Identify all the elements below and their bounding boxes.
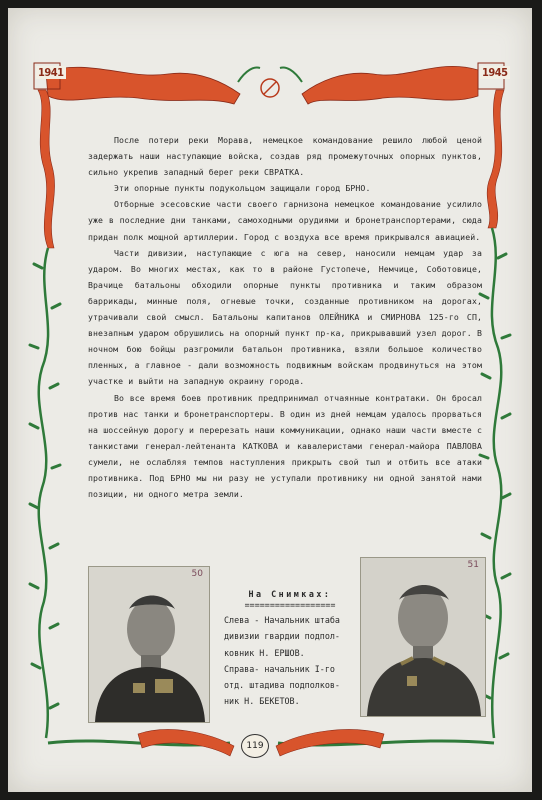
photo-number: 50 (191, 569, 203, 579)
caption-line: ник Н. БЕКЕТОВ. (224, 696, 300, 707)
portrait-photo-right (360, 557, 486, 717)
paragraph: Части дивизии, наступающие с юга на север, наносили немцам удар за ударом. Во многих местах, как то в районе Густопече, Немчице, Соботовице, Врачице батальоны обходили опорные пункты противника и таким образом баррикады, минные поля, огневые точки, созданные противником на дорогах, утрачивали свой смысл. Батальоны капитанов ОЛЕЙНИКА и СМИРНОВА 125-го СП, внезапным ударом обрушились на опорный пункт пр-ка, прикрывавший узел дорог. В ночном бою бойцы разгромили батальон противника, взяли большое количество пленных, а главное - дали возможность подвижным войскам продвинуться на этом участке и выйти на западную окраину города. (88, 247, 482, 387)
page-number: 119 (241, 734, 269, 758)
caption-line: Слева - Начальник штаба (224, 615, 340, 626)
paragraph: Отборные эсесовские части своего гарнизона немецкое командование усилило уже в последние дни танками, самоходными орудиями и бронетранспортерами, сюда придан полк мощной артиллерии. Город с воздуха все время прикрывался авиацией. (88, 199, 482, 242)
photo-number: 51 (467, 560, 479, 570)
caption-line: отд. штадива подполков- (224, 680, 340, 691)
paragraph: Эти опорные пункты подукольцом защищали город БРНО. (114, 183, 371, 194)
caption-line: дивизии гвардии подпол- (224, 631, 340, 642)
portrait-image (361, 558, 485, 716)
caption-rule: ================== (244, 602, 336, 611)
photo-caption (224, 586, 356, 709)
year-start: 1941 (38, 66, 64, 79)
paragraph: После потери реки Морава, немецкое командование решило любой ценой задержать наши наступающие войска, создав ряд промежуточных опорных пунктов, сильно укрепив западный берег реки СВРАТКА. (88, 135, 482, 178)
portrait-photo-left (88, 566, 210, 723)
caption-title: На Снимках: (248, 589, 332, 599)
year-end: 1945 (482, 66, 508, 79)
portrait-image (89, 567, 209, 722)
caption-line: ковник Н. ЕРШОВ. (224, 647, 305, 658)
paragraph: Во все время боев противник предпринимал отчаянные контратаки. Он бросал против нас танки и бронетранспортеры. В один из дней немцам удалось прорваться на шоссейную дорогу и перерезать наши коммуникации, однако наши части вместе с танкистами генерал-лейтенанта КАТКОВА и кавалеристами генерал-майора ПАВЛОВА сумели, не ослабляя темпов наступления прикрыть свой тыл и отбить все атаки противника. Под БРНО мы ни разу не уступали противнику ни одной занятой нами позиции, ни одного метра земли. (88, 392, 482, 500)
document-page (8, 8, 532, 792)
body-text (88, 132, 482, 502)
caption-line: Справа- начальник I-го (224, 663, 335, 674)
